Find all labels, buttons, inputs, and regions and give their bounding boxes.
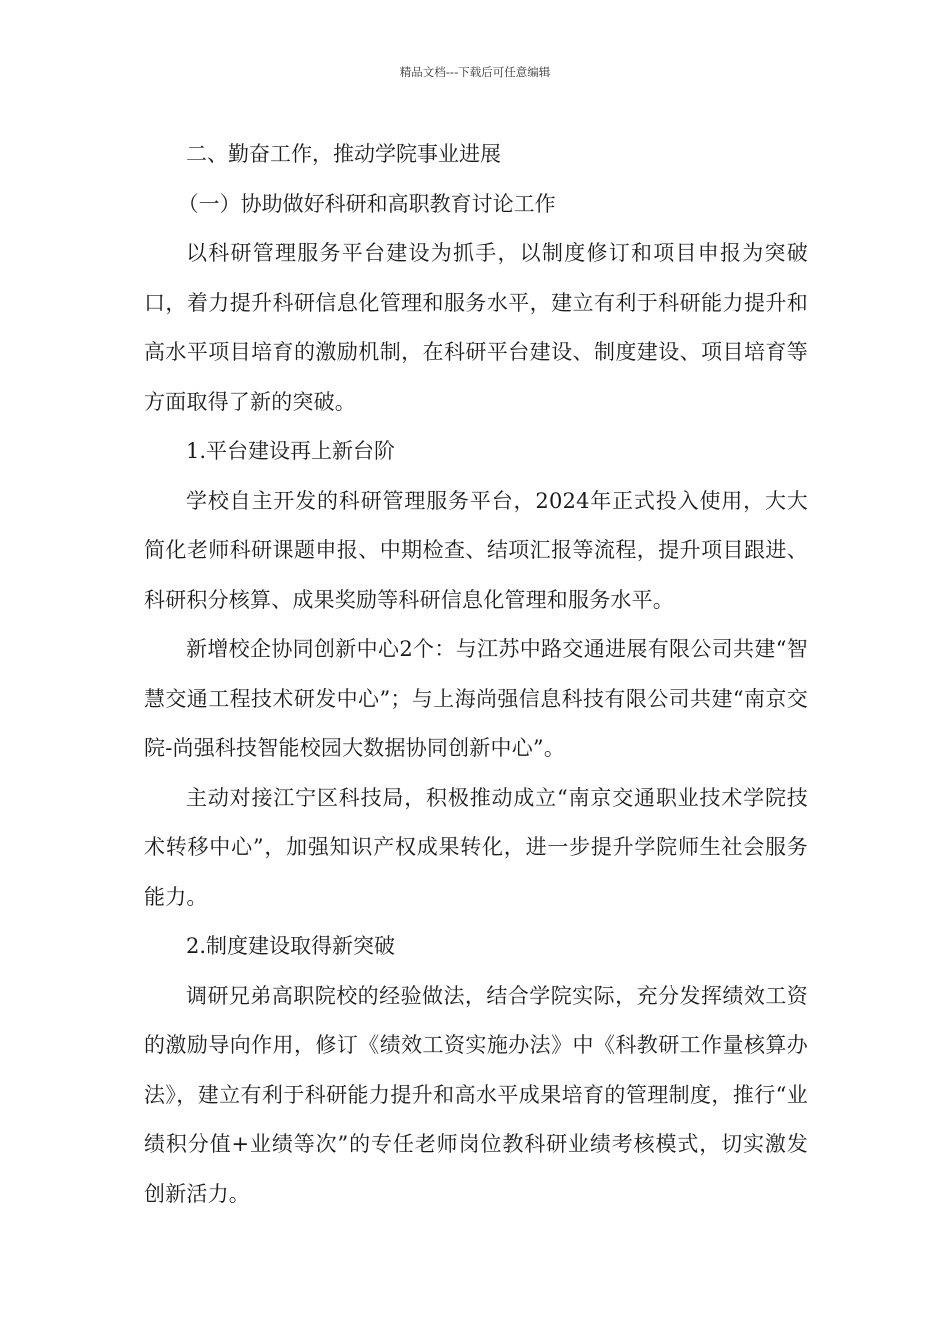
item-heading-system: 2.制度建设取得新突破 bbox=[186, 934, 396, 958]
document-body bbox=[144, 130, 808, 1219]
subsection-heading: （一）协助做好科研和高职教育讨论工作 bbox=[177, 191, 556, 216]
section-heading: 二、勤奋工作，推动学院事业进展 bbox=[186, 142, 501, 166]
item-heading-platform: 1.平台建设再上新台阶 bbox=[186, 439, 396, 463]
page-header: 精品文档---下载后可任意编辑 bbox=[399, 65, 551, 79]
paragraph-intro: 以科研管理服务平台建设为抓手，以制度修订和项目申报为突破口，着力提升科研信息化管理和服务水平，建立有利于科研能力提升和高水平项目培育的激励机制，在科研平台建设、制度建设、项目培育等方面取得了新的突破。 bbox=[144, 241, 808, 414]
paragraph-tech-transfer: 主动对接江宁区科技局，积极推动成立“南京交通职业技术学院技术转移中心”，加强知识产权成果转化，进一步提升学院师生社会服务能力。 bbox=[144, 785, 808, 909]
paragraph-platform: 学校自主开发的科研管理服务平台，2024年正式投入使用，大大简化老师科研课题申报、中期检查、结项汇报等流程，提升项目跟进、科研积分核算、成果奖励等科研信息化管理和服务水平。 bbox=[144, 488, 808, 612]
paragraph-system: 调研兄弟高职院校的经验做法，结合学院实际，充分发挥绩效工资的激励导向作用，修订《绩效工资实施办法》中《科教研工作量核算办法》，建立有利于科研能力提升和高水平成果培育的管理制度，推行“业绩积分值+业绩等次”的专任老师岗位教科研业绩考核模式，切实激发创新活力。 bbox=[144, 983, 808, 1206]
paragraph-innovation-centers: 新增校企协同创新中心2个：与江苏中路交通进展有限公司共建“智慧交通工程技术研发中心”；与上海尚强信息科技有限公司共建“南京交院-尚强科技智能校园大数据协同创新中心”。 bbox=[144, 637, 808, 760]
